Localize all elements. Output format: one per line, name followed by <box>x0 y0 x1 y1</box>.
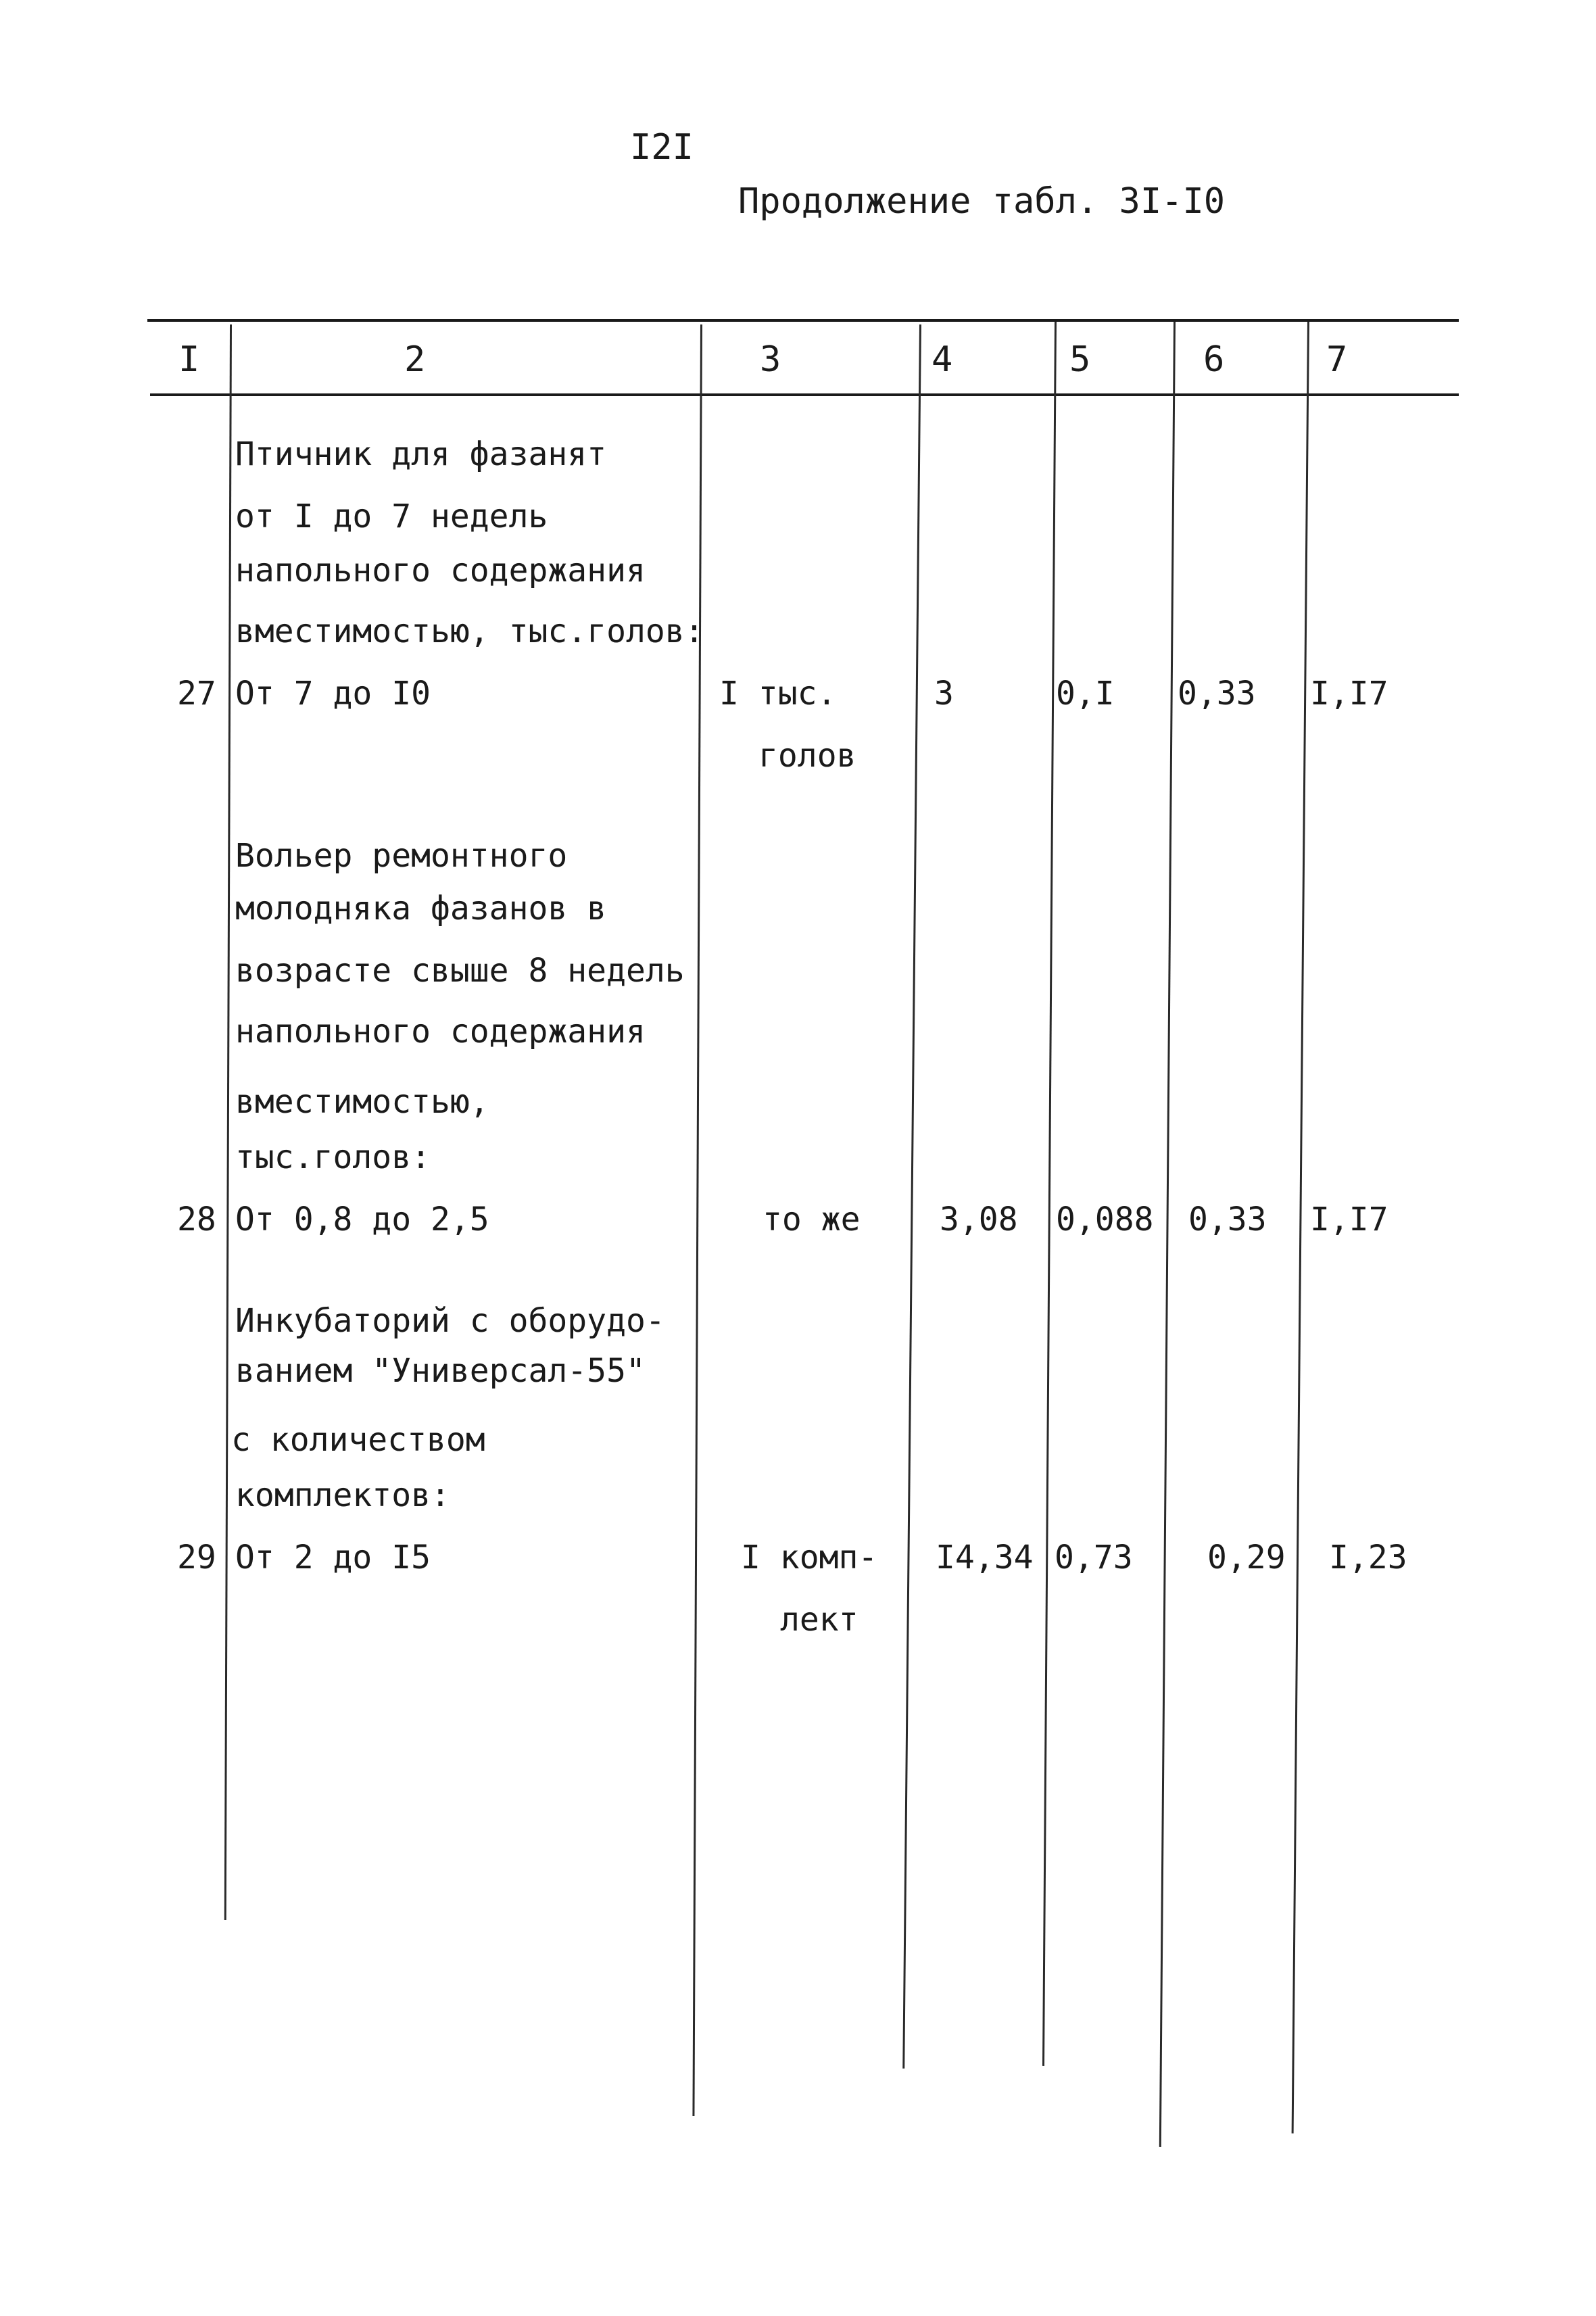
group-2-line-2: молодняка фазанов в <box>235 890 607 927</box>
col-header-5: 5 <box>1069 339 1091 380</box>
group-2-line-4: напольного содержания <box>235 1013 646 1051</box>
row-col-4: I4,34 <box>936 1539 1034 1576</box>
row-unit: I комп- <box>741 1539 878 1576</box>
col-header-3: 3 <box>760 339 781 380</box>
row-col-7: I,I7 <box>1310 1201 1388 1238</box>
col-header-2: 2 <box>404 339 426 380</box>
table-caption: Продолжение табл. 3I-I0 <box>738 181 1226 222</box>
col-divider-2 <box>692 324 702 2116</box>
row-col-7: I,23 <box>1329 1539 1407 1576</box>
col-header-1: I <box>178 339 200 380</box>
row-number: 28 <box>177 1201 216 1238</box>
row-col-6: 0,29 <box>1207 1539 1286 1576</box>
row-unit-cont: голов <box>758 737 856 775</box>
group-3-line-4: комплектов: <box>235 1476 450 1514</box>
group-3-line-1: Инкубаторий с оборудо- <box>235 1302 665 1340</box>
row-number: 27 <box>177 675 216 713</box>
row-col-4: 3 <box>934 675 954 713</box>
group-2-line-3: возрасте свыше 8 недель <box>235 952 685 990</box>
col-divider-4 <box>1042 322 1057 2066</box>
row-unit: то же <box>763 1201 861 1238</box>
group-2-line-6: тыс.голов: <box>235 1138 431 1176</box>
row-col-6: 0,33 <box>1178 675 1256 713</box>
row-name: От 0,8 до 2,5 <box>235 1201 489 1238</box>
row-col-4: 3,08 <box>940 1201 1018 1238</box>
header-bottom-rule <box>150 393 1459 396</box>
col-divider-1 <box>224 324 232 1920</box>
group-1-line-4: вместимостью, тыс.голов: <box>235 612 704 650</box>
group-2-line-5: вместимостью, <box>235 1083 489 1121</box>
page-number: I2I <box>630 127 694 168</box>
row-col-5: 0,088 <box>1056 1201 1154 1238</box>
group-3-line-2: ванием "Универсал-55" <box>235 1352 646 1390</box>
row-unit: I тыс. <box>719 675 837 713</box>
row-col-5: 0,73 <box>1055 1539 1133 1576</box>
row-name: От 2 до I5 <box>235 1539 431 1576</box>
row-col-5: 0,I <box>1056 675 1115 713</box>
row-name: От 7 до I0 <box>235 675 431 713</box>
top-rule <box>147 319 1459 322</box>
col-divider-6 <box>1292 322 1309 2133</box>
row-col-7: I,I7 <box>1310 675 1388 713</box>
col-header-6: 6 <box>1203 339 1225 380</box>
row-col-6: 0,33 <box>1188 1201 1267 1238</box>
group-2-line-1: Вольер ремонтного <box>235 837 568 875</box>
col-header-4: 4 <box>932 339 953 380</box>
col-header-7: 7 <box>1326 339 1348 380</box>
col-divider-5 <box>1159 322 1176 2147</box>
group-1-line-2: от I до 7 недель <box>235 498 548 535</box>
col-divider-3 <box>902 324 921 2069</box>
row-number: 29 <box>177 1539 216 1576</box>
row-unit-cont: лект <box>780 1601 859 1639</box>
group-3-line-3: с количеством <box>231 1421 485 1459</box>
group-1-line-3: напольного содержания <box>235 552 646 589</box>
group-1-line-1: Птичник для фазанят <box>235 435 607 473</box>
